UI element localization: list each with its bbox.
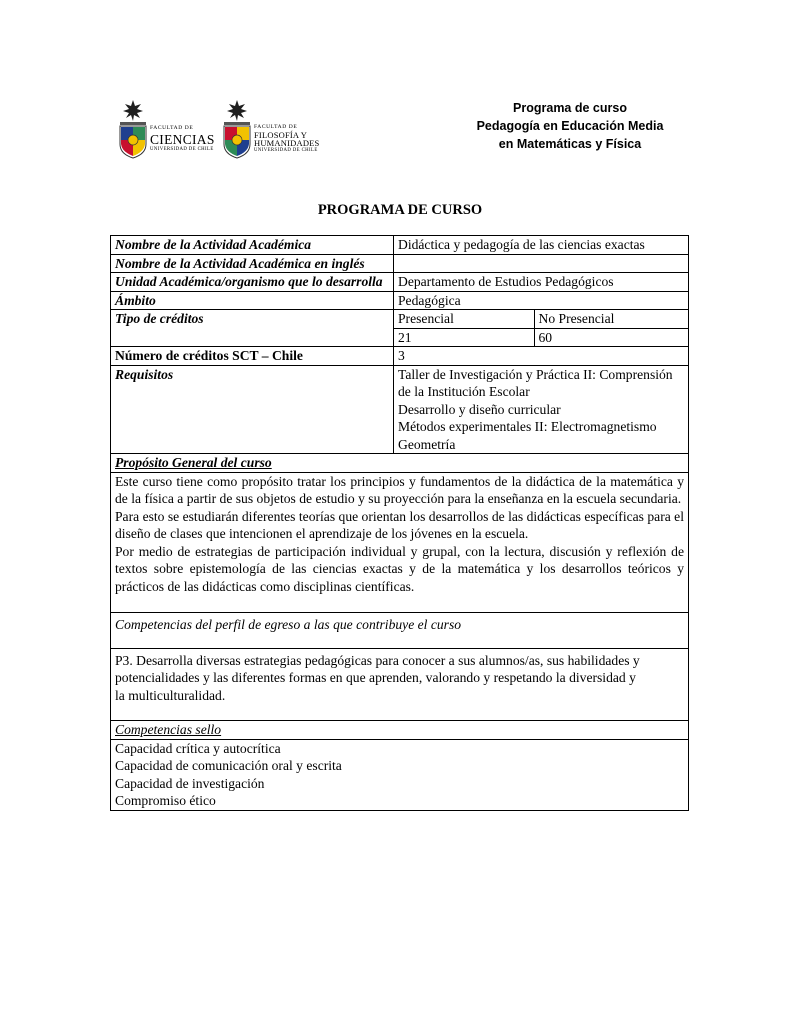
- header-line1: Programa de curso: [513, 101, 627, 115]
- row-competencias-text: [111, 648, 689, 721]
- ciencias-crest-icon: [116, 98, 150, 160]
- row-nombre-ingles: [111, 254, 689, 273]
- row-sello-items: [111, 739, 689, 810]
- course-program-table: [110, 235, 689, 811]
- proposito-paragraph: Este curso tiene como propósito tratar los principios y fundamentos de la didáctica de la matemática y de la física a partir de sus objetos de estudio y su proyección para la enseñanza en la escuela secundaria.: [115, 473, 684, 506]
- proposito-text: [111, 472, 689, 613]
- no-presencial-label: No Presencial: [534, 310, 688, 328]
- credits-subtable: [394, 310, 688, 346]
- filosofia-logo-line3: HUMANIDADES: [254, 138, 320, 148]
- sello-label: Competencias sello: [111, 721, 689, 740]
- logo-facultad-ciencias: [116, 98, 216, 160]
- tipo-creditos-values: [394, 310, 689, 347]
- sct-value: 3: [394, 347, 689, 366]
- row-unidad: [111, 273, 689, 292]
- filosofia-crest-icon: [220, 98, 254, 160]
- requisito-item: Taller de Investigación y Práctica II: Comprensión de la Institución Escolar: [398, 366, 673, 399]
- row-sct: [111, 347, 689, 366]
- filosofia-logo-line2: FILOSOFÍA Y: [254, 129, 308, 140]
- sct-label: Número de créditos SCT – Chile: [111, 347, 394, 366]
- row-nombre: [111, 236, 689, 255]
- header-line3: en Matemáticas y Física: [498, 137, 642, 151]
- ambito-value: Pedagógica: [394, 291, 689, 310]
- ciencias-logo-line2: CIENCIAS: [150, 131, 215, 147]
- requisitos-label: Requisitos: [111, 365, 394, 454]
- ciencias-logo-text: [150, 126, 215, 153]
- unidad-value: Departamento de Estudios Pedagógicos: [394, 273, 689, 292]
- program-header: [440, 99, 700, 153]
- competencias-text: P3. Desarrolla diversas estrategias pedagógicas para conocer a sus alumnos/as, sus habilidades y potencialidades y las diferentes formas en que aprenden, valorando y respetando la diversidad y la multiculturalidad.: [111, 648, 689, 721]
- logo-facultad-filosofia: [220, 98, 326, 160]
- nombre-value: Didáctica y pedagogía de las ciencias exactas: [394, 236, 689, 255]
- unidad-label: Unidad Académica/organismo que lo desarrolla: [111, 273, 394, 292]
- row-requisitos: [111, 365, 689, 454]
- sello-item: Capacidad de investigación: [115, 775, 265, 791]
- sello-item: Compromiso ético: [115, 793, 216, 808]
- tipo-creditos-label: Tipo de créditos: [111, 310, 394, 347]
- sello-item: Capacidad crítica y autocrítica: [115, 740, 281, 756]
- presencial-label: Presencial: [394, 310, 534, 328]
- nombre-ingles-label: Nombre de la Actividad Académica en inglés: [111, 254, 394, 273]
- nombre-label: Nombre de la Actividad Académica: [111, 236, 394, 255]
- header-line2: Pedagogía en Educación Media: [476, 119, 664, 133]
- proposito-paragraph: Para esto se estudiarán diferentes teorías que orientan los desarrollos de las didácticas específicas para el diseño de clases que intencionen el aprendizaje de los jóvenes en la escuela.: [115, 508, 684, 541]
- requisitos-list: [394, 365, 689, 454]
- row-competencias-label: [111, 613, 689, 649]
- no-presencial-value: 60: [534, 328, 688, 346]
- document-title: PROGRAMA DE CURSO: [317, 202, 483, 218]
- filosofia-logo-line4: UNIVERSIDAD DE CHILE: [254, 147, 318, 153]
- proposito-paragraph: Por medio de estrategias de participación individual y grupal, con la lectura, discusión y reflexión de textos sobre epistemología de las ciencias exactas y de la matemática y los desarrollos teóricos y prácticos de las didácticas como disciplinas científicas.: [115, 543, 684, 594]
- row-proposito-text: [111, 472, 689, 613]
- filosofia-logo-text: [254, 125, 319, 153]
- row-tipo-creditos: [111, 310, 689, 347]
- row-proposito-label: [111, 454, 689, 473]
- header-logos: [116, 98, 326, 160]
- proposito-label: Propósito General del curso: [111, 454, 689, 473]
- row-ambito: [111, 291, 689, 310]
- filosofia-logo-line1: FACULTAD DE: [254, 124, 298, 130]
- ciencias-logo-line1: FACULTAD DE: [150, 125, 194, 131]
- competencias-label: Competencias del perfil de egreso a las que contribuye el curso: [111, 613, 689, 649]
- ambito-label: Ámbito: [111, 291, 394, 310]
- sello-list: [111, 739, 689, 810]
- requisito-item: Desarrollo y diseño curricular: [398, 401, 561, 417]
- requisito-item: Geometría: [398, 436, 456, 452]
- ciencias-logo-line3: UNIVERSIDAD DE CHILE: [150, 147, 214, 152]
- presencial-value: 21: [398, 329, 412, 345]
- nombre-ingles-value: [394, 254, 689, 273]
- row-sello-label: [111, 721, 689, 740]
- requisito-item: Métodos experimentales II: Electromagnetismo: [398, 419, 657, 434]
- sello-item: Capacidad de comunicación oral y escrita: [115, 758, 342, 773]
